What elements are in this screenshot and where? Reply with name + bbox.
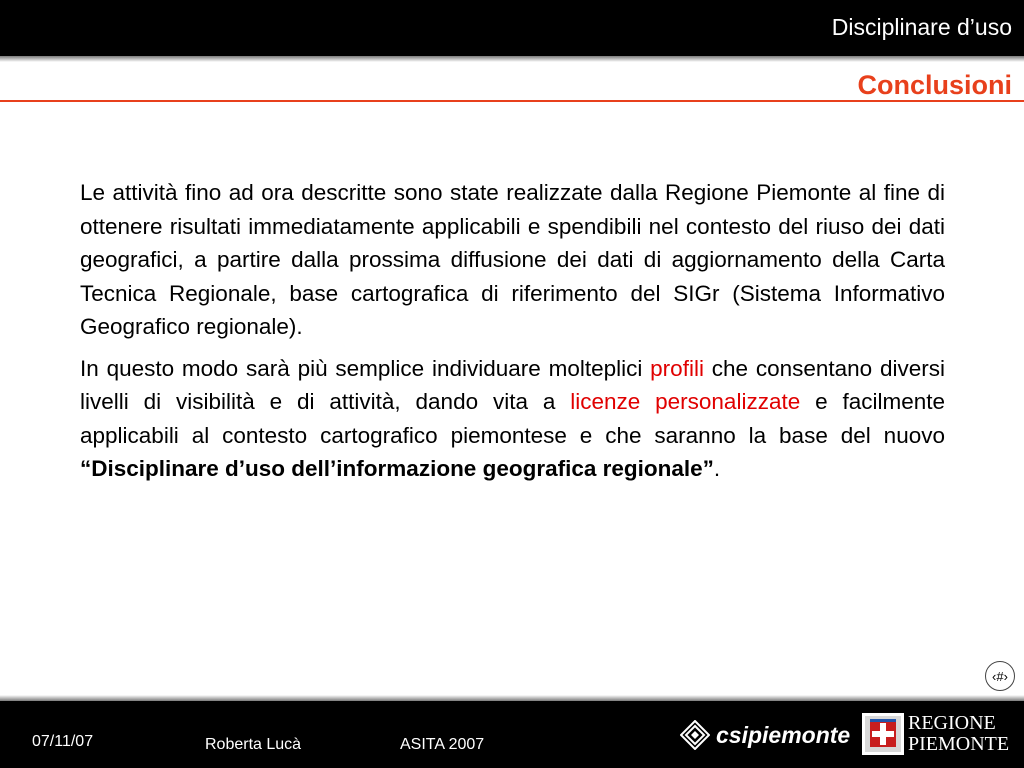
csi-logo-text: csipiemonte — [716, 721, 851, 748]
regione-text-line-2: PIEMONTE — [908, 733, 1010, 755]
disciplinare-quote: “Disciplinare d’uso dell’informazione geografica regionale” — [80, 456, 714, 481]
csi-piemonte-logo — [680, 715, 855, 755]
paragraph-1: Le attività fino ad ora descritte sono state realizzate dalla Regione Piemonte al fine di ottenere risultati immediatamente applicabili e spendibili nel contesto del riuso dei dati geografici, a partire dalla prossima diffusione dei dati di aggiornamento della Carta Tecnica Regionale, base cartografica di riferimento del SIGr (Sistema Informativo Geografico regionale). — [80, 180, 945, 339]
paragraph-2-text-1: In questo modo sarà più semplice individuare molteplici — [80, 355, 651, 381]
header-bar — [0, 0, 1024, 56]
regione-piemonte-logo — [862, 712, 1010, 759]
csi-diamond-icon — [680, 720, 710, 750]
paragraph-2 — [80, 352, 945, 486]
paragraph-2-text-2: che consentano diversi livelli di visibilità e di attività, dando vita a — [80, 355, 945, 414]
slide-title: Conclusioni — [857, 70, 1012, 100]
regione-text-line-1: REGIONE — [908, 712, 996, 734]
regione-emblem-icon — [862, 713, 904, 755]
presentation-title: Disciplinare d’uso — [831, 14, 1012, 40]
footer-date: 07/11/07 — [32, 733, 94, 750]
highlight-licenze: licenze personalizzate — [570, 389, 801, 414]
title-divider — [0, 100, 1024, 102]
regione-logo-text — [908, 713, 1009, 755]
paragraph-2-text-3: e facilmente applicabili al contesto cartografico piemontese e che saranno la base del nuovo — [80, 389, 946, 448]
paragraph-2-end: . — [713, 456, 721, 481]
footer-author: Roberta Lucà — [205, 736, 302, 753]
footer-event: ASITA 2007 — [400, 736, 485, 753]
slide-number-badge: ‹#› — [985, 661, 1015, 691]
slide-body — [80, 176, 945, 494]
footer-bar — [0, 701, 1024, 768]
highlight-profili: profili — [650, 355, 704, 381]
